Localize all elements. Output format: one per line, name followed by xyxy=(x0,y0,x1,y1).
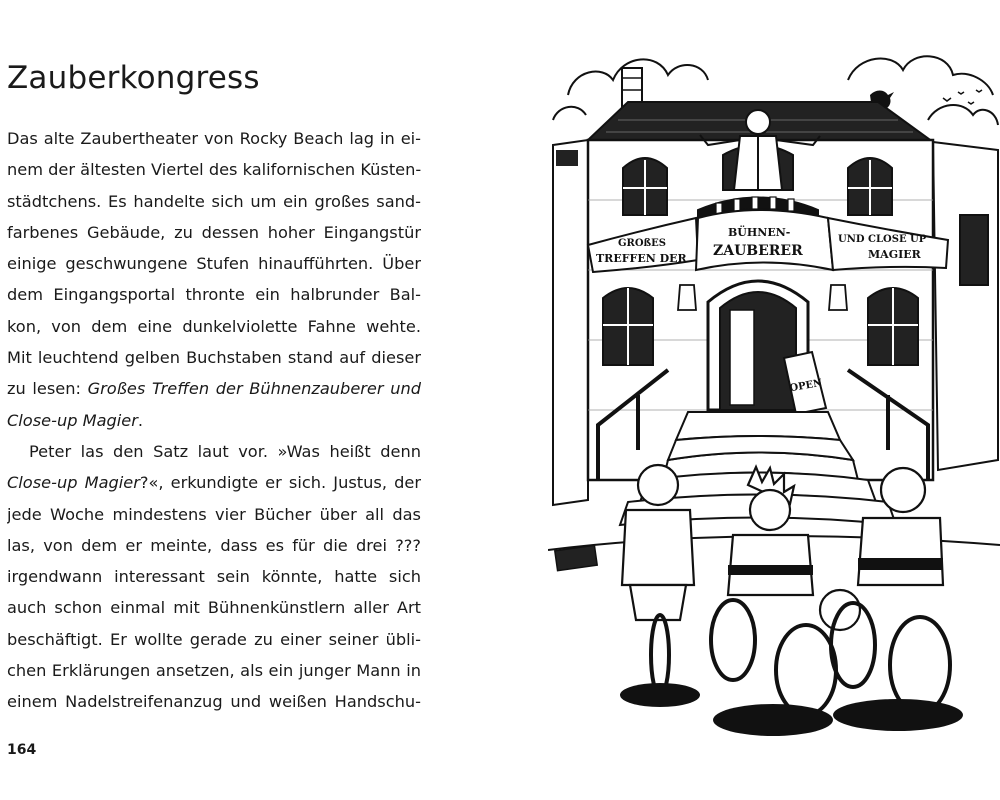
text-segment: auch schon einmal mit Bühnenkünstlern aller Art xyxy=(7,598,421,618)
text-segment: Das alte Zaubertheater von Rocky Beach lag in ei- xyxy=(7,129,421,148)
text-line xyxy=(7,530,421,561)
text-segment: kon, von dem eine dunkelviolette Fahne wehte. xyxy=(7,316,421,336)
text-segment: Mit leuchtend gelben Buchstaben stand auf dieser xyxy=(7,348,421,368)
body-text xyxy=(7,123,421,718)
text-segment: farbenes Gebäude, zu dessen hoher Eingangstür xyxy=(7,222,421,242)
text-segment: Peter las den Satz laut vor. »Was heißt denn xyxy=(29,441,421,461)
banner-right-line1: UND CLOSE UP xyxy=(838,234,927,245)
text-line xyxy=(7,405,421,436)
text-segment: einem Nadelstreifenanzug und weißen Handschu- xyxy=(7,692,421,712)
italic-segment: Close-up Magier xyxy=(7,473,140,493)
text-segment: dem Eingangsportal thronte ein halbrunder Bal- xyxy=(7,285,421,305)
text-line xyxy=(7,311,421,342)
text-segment: einige geschwungene Stufen hinaufführten. Über xyxy=(7,254,421,274)
text-segment: beschäftigt. Er wollte gerade zu einer seiner übli- xyxy=(7,629,421,649)
text-line xyxy=(7,561,421,592)
text-line xyxy=(7,467,421,498)
chapter-title: Zauberkongress xyxy=(7,60,260,96)
text-line xyxy=(7,248,421,279)
text-line xyxy=(7,154,421,185)
text-line xyxy=(7,655,421,686)
text-segment: nem der ältesten Viertel des kalifornischen Küsten- xyxy=(7,160,421,180)
banner-center-line2: ZAUBERER xyxy=(713,243,803,259)
text-segment: chen Erklärungen ansetzen, als ein junger Mann in xyxy=(7,661,421,681)
text-segment: städtchens. Es handelte sich um ein großes sand- xyxy=(7,191,421,211)
text-segment: ?«, erkundigte er sich. Justus, der xyxy=(139,473,421,493)
banner-right-line2: MAGIER xyxy=(868,248,921,261)
text-line xyxy=(7,592,421,623)
text-line xyxy=(7,686,421,717)
text-segment: jede Woche mindestens vier Bücher über all das xyxy=(7,504,421,524)
banner-center-line1: BÜHNEN- xyxy=(728,226,791,239)
text-line xyxy=(7,279,421,310)
text-segment: zu lesen: xyxy=(7,379,88,399)
open-sign-text: OPEN xyxy=(788,377,824,395)
banner-left-line2: TREFFEN DER xyxy=(596,252,687,265)
italic-segment: Großes Treffen der Bühnenzauberer und xyxy=(87,379,421,399)
text-line xyxy=(7,123,421,154)
text-line xyxy=(7,217,421,248)
text-segment: las, von dem er meinte, dass es für die drei ??? xyxy=(7,535,421,555)
text-line xyxy=(7,186,421,217)
text-line xyxy=(7,624,421,655)
text-segment: . xyxy=(137,410,144,430)
text-line xyxy=(7,373,421,404)
text-line xyxy=(7,499,421,530)
italic-segment: Close-up Magier xyxy=(7,410,138,430)
banner-left-line1: GROßES xyxy=(618,238,667,249)
text-segment: irgendwann interessant sein könnte, hatte sich xyxy=(7,567,421,587)
theater-illustration xyxy=(548,40,1000,745)
text-line xyxy=(7,342,421,373)
page-number: 164 xyxy=(7,742,37,758)
text-line xyxy=(7,436,421,467)
birds xyxy=(943,90,982,104)
